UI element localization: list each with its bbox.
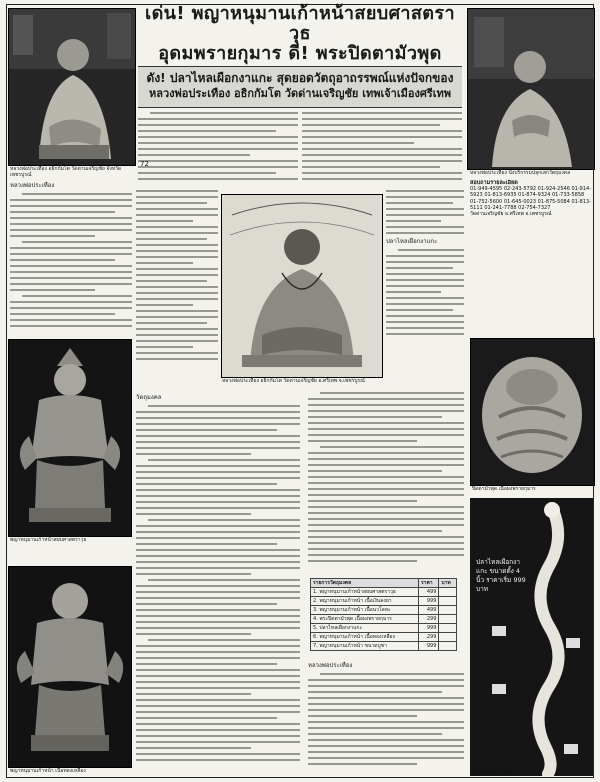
article-top-middle	[138, 112, 298, 188]
hanuman-photo-2	[8, 566, 132, 768]
ranking-header-item: รายการวัตถุมงคล	[311, 579, 419, 588]
table-row	[311, 597, 457, 606]
table-cell: 499	[418, 606, 438, 615]
caption-pidta: ปิดตามัวพุด เนื้อผงพรายกุมาร	[472, 486, 536, 492]
caption-center-photo: หลวงพ่อประเทือง อธิกกัมโต วัดด่านเจริญชัย อ.ศรีเทพ จ.เพชรบูรณ์	[222, 378, 365, 384]
table-cell: 499	[418, 588, 438, 597]
table-cell: 1. พญาหนุมานเก้าหน้าสยบศาสตราวุธ	[311, 588, 419, 597]
pidta-amulet-photo	[470, 338, 595, 486]
contact-phones: 01-949-4595 02-243-5792 01-924-2546 01-914-5923 01-813-6935 01-874-9324 01-733-5858 01-752-5600 01-645-0023 01-875-5084 01-813-5111 01-241-7788 02-754-7327	[470, 186, 591, 211]
table-cell: 999	[418, 597, 438, 606]
table-row	[311, 642, 457, 651]
table-cell: 5. ปลาไหลเผือกงาแกะ	[311, 624, 419, 633]
table-cell: 7. พญาหนุมานเก้าหน้า ขนาดบูชา	[311, 642, 419, 651]
page-number: 72	[140, 160, 149, 168]
article-column-1	[136, 190, 218, 370]
table-cell	[439, 597, 457, 606]
headline-block	[138, 4, 462, 62]
monk-photo-top-right	[467, 8, 595, 170]
table-row	[311, 633, 457, 642]
table-row	[311, 615, 457, 624]
article-left-intro	[10, 180, 132, 335]
table-cell: 3. พญาหนุมานเก้าหน้า เนื้อนวโลหะ	[311, 606, 419, 615]
table-cell	[439, 633, 457, 642]
table-row	[311, 606, 457, 615]
table-cell: 299	[418, 615, 438, 624]
table-cell	[439, 624, 457, 633]
white-eel-image	[470, 498, 593, 776]
contact-title: สอบถามรายละเอียด	[470, 180, 518, 186]
article-column-right-of-portrait	[386, 190, 464, 375]
caption-top-left: หลวงพ่อประเทือง อธิกกัมโต วัดด่านเจริญชัย จังหวัดเพชรบูรณ์	[10, 166, 122, 178]
ranking-table	[310, 578, 457, 651]
ranking-header-unit: บาท	[439, 579, 457, 588]
article-lower-right	[308, 660, 464, 770]
article-body-right	[308, 392, 464, 572]
subheadline-1: ดัง! ปลาไหลเผือกงาแกะ สุดยอดวัตถุอาถรรพณ์แห่งปัจกของ	[146, 71, 454, 85]
subheadline-band	[138, 66, 462, 108]
caption-hanuman-1: พญาหนุมานเก้าหน้าสยบศาสตราวุธ	[10, 537, 87, 543]
caption-snake: ปลาไหลเผือกงาแกะ	[472, 770, 515, 776]
table-cell: 999	[418, 642, 438, 651]
ranking-header-row	[311, 579, 457, 588]
table-cell: 4. พระปิดตามัวพุด เนื้อผงพรายกุมาร	[311, 615, 419, 624]
table-cell	[439, 606, 457, 615]
headline-line-2: อุดมพรายกุมาร ดี! พระปิดตามัวพุด	[158, 43, 442, 64]
contact-temple: วัดด่านเจริญชัย อ.ศรีเทพ จ.เพชรบูรณ์	[470, 211, 552, 218]
table-cell	[439, 588, 457, 597]
table-cell: 6. พญาหนุมานเก้าหน้า เนื้อทองเหลือง	[311, 633, 419, 642]
subheadline-2: หลวงพ่อประเทือง อธิกกัมโต วัดด่านเจริญชัย เทพเจ้าเมืองศรีเทพ	[149, 87, 451, 100]
headline-line-1: เด่น! พญาหนุมานเก้าหน้าสยบศาสตราวุธ	[145, 3, 455, 44]
caption-top-right: หลวงพ่อประเทือง นั่งบริกรรมปลุกเสกวัตถุมงคล	[470, 170, 571, 176]
contact-block-top-right	[470, 180, 592, 335]
snake-amulet-panel	[470, 498, 593, 776]
section-head-2: วัตถุมงคล	[136, 394, 162, 401]
snake-price-text: ปลาไหลเผือกงาแกะ ขนาดตั้ง 4 นิ้ว ราคาเริ่ม 999 บาท	[476, 558, 526, 593]
table-cell: 999	[418, 624, 438, 633]
article-body-middle	[136, 392, 300, 768]
section-head-3: ปลาไหลเผือกงาแกะ	[386, 238, 438, 245]
table-cell	[439, 615, 457, 624]
caption-hanuman-2: พญาหนุมานเก้าหน้า เนื้อทองเหลือง	[10, 768, 86, 774]
hanuman-photo-1	[8, 339, 132, 537]
table-row	[311, 624, 457, 633]
section-head-4: หลวงพ่อประเทือง	[308, 662, 353, 669]
article-top-right	[302, 112, 462, 188]
table-cell: 2. พญาหนุมานเก้าหน้า เนื้อเงินลงยา	[311, 597, 419, 606]
table-cell	[439, 642, 457, 651]
section-head-1: หลวงพ่อประเทือง	[10, 182, 55, 189]
table-row	[311, 588, 457, 597]
table-cell: 299	[418, 633, 438, 642]
monk-portrait-center	[221, 194, 383, 378]
monk-photo-top-left	[8, 8, 136, 166]
ranking-header-price: ราคา	[418, 579, 438, 588]
